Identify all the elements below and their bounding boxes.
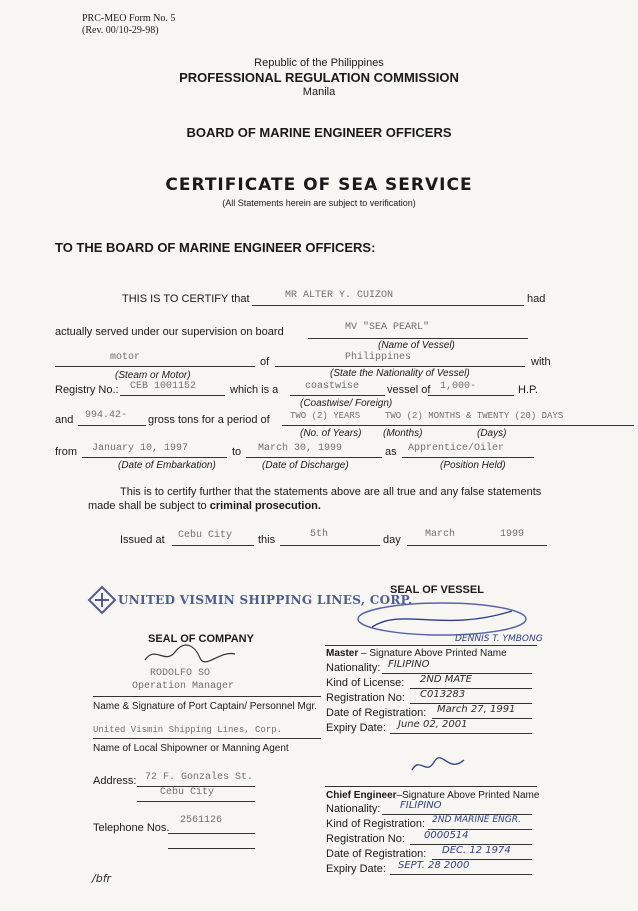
ce-reg-no: 0000514 — [424, 830, 469, 841]
chief-engineer-signature-line — [325, 786, 537, 787]
ce-reg-kind: 2ND MARINE ENGR. — [432, 815, 521, 825]
master-signature-line — [325, 645, 537, 646]
company-name-value: United Vismin Shipping Lines, Corp. — [93, 725, 283, 735]
period-line — [282, 425, 634, 426]
position-caption: (Position Held) — [440, 460, 506, 471]
seal-of-vessel-label: SEAL OF VESSEL — [390, 584, 484, 596]
discharge-date: March 30, 1999 — [258, 443, 343, 454]
years-caption: (No. of Years) — [300, 428, 362, 439]
trade-line — [290, 395, 385, 396]
registry-line — [120, 395, 225, 396]
hp-text: H.P. — [518, 384, 538, 396]
issued-place: Cebu City — [178, 530, 233, 541]
ce-caption: –Signature Above Printed Name — [396, 790, 540, 801]
hp-value: 1,000- — [440, 381, 477, 392]
master-caption: – Signature Above Printed Name — [358, 648, 507, 659]
commission-name: PROFESSIONAL REGULATION COMMISSION — [179, 70, 459, 85]
certificate-subtitle: (All Statements herein are subject to verification) — [222, 198, 416, 208]
issued-place-line — [172, 545, 254, 546]
expiry-line — [390, 733, 532, 734]
vessel-caption: (Name of Vessel) — [378, 340, 455, 351]
of-text: of — [260, 356, 270, 368]
master-nationality: FILIPINO — [388, 659, 430, 670]
propulsion-line — [55, 366, 255, 367]
company-signatory: RODOLFO SO — [150, 668, 211, 679]
address-line-2 — [137, 801, 255, 802]
gross-tons-line — [78, 425, 146, 426]
trade-value: coastwise — [305, 381, 360, 392]
ce-nationality-label: Nationality: — [326, 803, 381, 815]
signatory-line — [93, 696, 321, 697]
position-value: Apprentice/Oiler — [408, 443, 505, 454]
signatory-caption: Name & Signature of Port Captain/ Personnel Mgr. — [93, 701, 318, 712]
ce-reg-date-label: Date of Registration: — [326, 848, 427, 860]
master-label: Master — [326, 648, 359, 659]
reg-date-value: March 27, 1991 — [437, 704, 516, 715]
day-line — [280, 545, 380, 546]
ce-label: Chief Engineer — [326, 790, 397, 801]
and-text: and — [55, 414, 74, 426]
chief-engineer-signature — [408, 752, 468, 780]
to-text: to — [232, 446, 242, 458]
gross-tons-text: gross tons for a period of — [148, 414, 270, 426]
ce-reg-kind-label: Kind of Registration: — [326, 818, 426, 830]
phone-line-2 — [168, 848, 255, 849]
day-value: 5th — [310, 529, 329, 540]
ce-reg-no-label: Registration No: — [326, 833, 405, 845]
reg-date-label: Date of Registration: — [326, 707, 427, 719]
company-stamp: UNITED VISMIN SHIPPING LINES, CORP. — [118, 593, 413, 607]
name-line — [252, 305, 524, 306]
ce-expiry-label: Expiry Date: — [326, 863, 386, 875]
ce-nationality: FILIPINO — [400, 800, 442, 811]
phone-line — [168, 833, 255, 834]
day-text: day — [383, 534, 401, 546]
vessel-seal-stamp — [352, 597, 532, 637]
month-year-line — [407, 545, 547, 546]
nationality-line — [275, 366, 525, 367]
ce-reg-date: DEC. 12 1974 — [442, 845, 511, 856]
certify-prefix: THIS IS TO CERTIFY that — [122, 293, 250, 305]
month-value: March — [425, 529, 456, 540]
gross-tons-value: 994.42- — [85, 410, 128, 421]
reg-no-value: C013283 — [420, 689, 466, 700]
propulsion-value: motor — [110, 352, 141, 363]
certified-name: MR ALTER Y. CUIZON — [285, 290, 394, 301]
registry-label: Registry No.: — [55, 384, 119, 396]
address-label: Address: — [93, 775, 137, 787]
with-text: with — [531, 356, 551, 368]
propulsion-caption: (Steam or Motor) — [115, 370, 191, 381]
form-revision: (Rev. 00/10-29-98) — [82, 25, 159, 36]
months-days-value: TWO (2) MONTHS & TWENTY (20) DAYS — [385, 411, 564, 421]
further-statement-line1: This is to certify further that the statements above are all true and any false statements — [120, 486, 542, 498]
expiry-value: June 02, 2001 — [398, 719, 468, 730]
address-2: Cebu City — [160, 787, 215, 798]
master-caption-row — [326, 648, 507, 659]
further-statement-line2 — [88, 500, 321, 512]
had-text: had — [527, 293, 546, 305]
served-text: actually served under our supervision on board — [55, 326, 284, 338]
days-caption: (Days) — [477, 428, 507, 439]
discharge-line — [246, 457, 382, 458]
trade-caption: (Coastwise/ Foreign) — [300, 398, 393, 409]
republic-line: Republic of the Philippines — [254, 57, 384, 69]
city-line: Manila — [302, 86, 336, 98]
initials: /bfr — [92, 872, 112, 885]
registry-number: CEB 1001152 — [130, 381, 197, 392]
discharge-caption: (Date of Discharge) — [262, 460, 349, 471]
reg-no-label: Registration No: — [326, 692, 405, 704]
which-is-a-text: which is a — [230, 384, 279, 396]
form-number: PRC-MEO Form No. 5 — [82, 13, 176, 24]
addressee: TO THE BOARD OF MARINE ENGINEER OFFICERS: — [55, 240, 376, 255]
company-caption: Name of Local Shipowner or Manning Agent — [93, 743, 289, 754]
embark-date: January 10, 1997 — [92, 443, 189, 454]
vessel-of-text: vessel of — [387, 384, 431, 396]
position-line — [402, 457, 534, 458]
criminal-prosecution: criminal prosecution. — [209, 500, 321, 512]
further-text: made shall be subject to — [88, 500, 207, 512]
company-signature — [140, 640, 240, 668]
embark-caption: (Date of Embarkation) — [118, 460, 216, 471]
license-label: Kind of License: — [326, 677, 405, 689]
phone-label: Telephone Nos. — [93, 822, 170, 834]
hp-line — [428, 395, 514, 396]
from-text: from — [55, 446, 77, 458]
ce-expiry-line — [390, 874, 532, 875]
certificate-title: CERTIFICATE OF SEA SERVICE — [165, 175, 473, 195]
master-nationality-label: Nationality: — [326, 662, 381, 674]
board-name: BOARD OF MARINE ENGINEER OFFICERS — [186, 125, 452, 140]
signatory-title: Operation Manager — [132, 681, 235, 692]
master-printed-name: DENNIS T. YMBONG — [455, 634, 543, 644]
months-caption: (Months) — [383, 428, 423, 439]
nationality-value: Philippines — [345, 352, 412, 363]
license-value: 2ND MATE — [420, 674, 472, 685]
year-value: 1999 — [500, 529, 525, 540]
embark-line — [82, 457, 227, 458]
expiry-label: Expiry Date: — [326, 722, 386, 734]
vessel-line — [308, 338, 528, 339]
this-text: this — [258, 534, 276, 546]
seal-of-company-label: SEAL OF COMPANY — [148, 633, 254, 645]
address-1: 72 F. Gonzales St. — [145, 772, 254, 783]
ce-expiry: SEPT. 28 2000 — [398, 860, 470, 871]
phone-value: 2561126 — [180, 815, 223, 826]
vessel-name: MV "SEA PEARL" — [345, 322, 430, 333]
company-name-line — [93, 738, 321, 739]
company-logo-icon — [87, 585, 117, 615]
years-value: TWO (2) YEARS — [290, 411, 361, 421]
nationality-caption: (State the Nationality of Vessel) — [330, 368, 470, 379]
as-text: as — [385, 446, 397, 458]
issued-at-text: Issued at — [120, 534, 165, 546]
